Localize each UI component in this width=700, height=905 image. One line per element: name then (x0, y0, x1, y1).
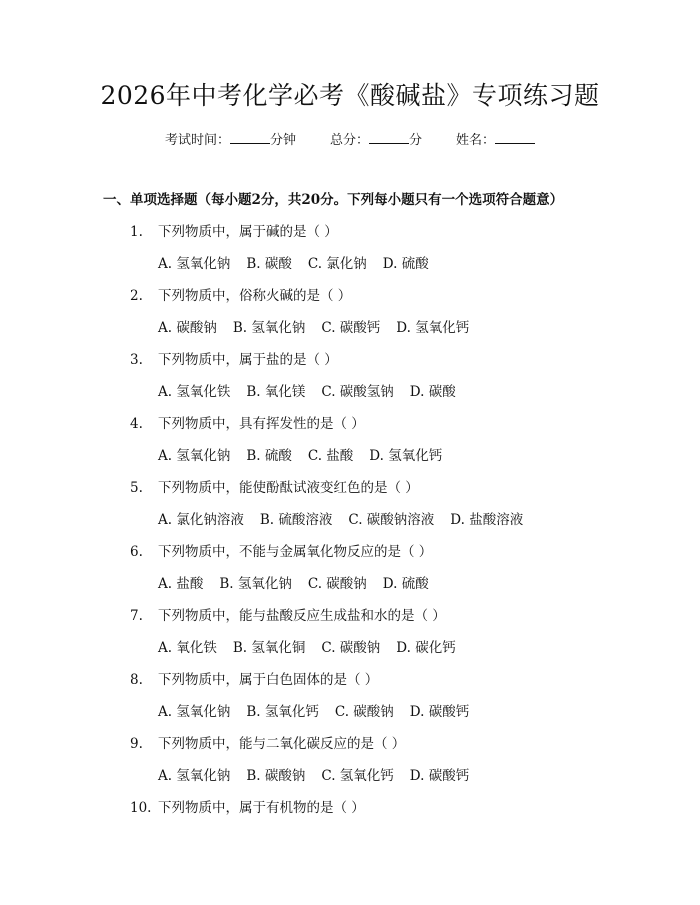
question-number: 5. (130, 480, 143, 496)
option-a: A. 氯化钠溶液 (158, 512, 244, 528)
options-3 (158, 382, 456, 402)
question-8 (130, 670, 378, 690)
question-number: 6. (130, 544, 143, 560)
question-number: 2. (130, 288, 143, 304)
option-c: C. 盐酸 (307, 448, 354, 464)
time-unit: 分钟 (269, 133, 296, 148)
options-8 (158, 702, 469, 722)
time-label: 考试时间： (164, 133, 230, 148)
option-c: C. 氢氧化钙 (321, 768, 394, 784)
option-d: D. 氢氧化钙 (396, 320, 470, 336)
score-label: 总分： (329, 133, 369, 148)
question-text: 下列物质中，俗称火碱的是（ ） (158, 288, 352, 304)
question-4 (130, 414, 365, 434)
option-c: C. 碳酸钙 (321, 320, 381, 336)
option-d: D. 碳酸钙 (409, 768, 470, 784)
option-d: D. 碳化钙 (396, 640, 456, 656)
option-a: A. 氢氧化铁 (158, 384, 231, 400)
option-a: A. 氢氧化钠 (158, 256, 231, 272)
question-text: 下列物质中，属于白色固体的是（ ） (158, 672, 379, 688)
option-c: C. 碳酸钠 (307, 576, 367, 592)
options-9 (158, 766, 469, 786)
option-d: D. 碳酸 (409, 384, 456, 400)
option-b: B. 硫酸 (246, 448, 292, 464)
option-c: C. 碳酸钠 (321, 640, 381, 656)
options-6 (158, 574, 429, 594)
option-a: A. 氢氧化钠 (158, 448, 231, 464)
question-5 (130, 478, 419, 498)
question-2 (130, 286, 351, 306)
name-label: 姓名： (456, 133, 496, 148)
option-b: B. 氢氧化铜 (232, 640, 306, 656)
question-number: 9. (130, 736, 143, 752)
question-number: 3. (130, 352, 143, 368)
option-a: A. 氢氧化钠 (158, 704, 231, 720)
option-d: D. 盐酸溶液 (450, 512, 524, 528)
option-d: D. 硫酸 (382, 256, 429, 272)
question-number: 7. (130, 608, 143, 624)
options-1 (158, 254, 429, 274)
question-3 (130, 350, 338, 370)
time-blank (230, 130, 270, 144)
question-6 (130, 542, 432, 562)
question-text: 下列物质中，属于有机物的是（ ） (158, 800, 365, 816)
question-9 (130, 734, 405, 754)
question-text: 下列物质中，能使酚酞试液变红色的是（ ） (158, 480, 419, 496)
exam-info-line (0, 130, 700, 151)
question-number: 8. (130, 672, 143, 688)
question-number: 10. (130, 800, 152, 816)
option-d: D. 硫酸 (382, 576, 429, 592)
question-7 (130, 606, 446, 626)
options-2 (158, 318, 469, 338)
option-a: A. 碳酸钠 (158, 320, 217, 336)
options-4 (158, 446, 442, 466)
question-number: 4. (130, 416, 143, 432)
option-b: B. 碳酸 (246, 256, 292, 272)
score-blank (369, 130, 409, 144)
option-d: D. 氢氧化钙 (369, 448, 443, 464)
option-c: C. 氯化钠 (307, 256, 367, 272)
option-c: C. 碳酸氢钠 (321, 384, 394, 400)
question-text: 下列物质中，能与二氧化碳反应的是（ ） (158, 736, 406, 752)
question-text: 下列物质中，具有挥发性的是（ ） (158, 416, 365, 432)
question-10 (130, 798, 365, 818)
question-text: 下列物质中，属于盐的是（ ） (158, 352, 338, 368)
option-a: A. 盐酸 (158, 576, 204, 592)
options-5 (158, 510, 523, 530)
question-text: 下列物质中，能与盐酸反应生成盐和水的是（ ） (158, 608, 446, 624)
option-d: D. 碳酸钙 (409, 704, 470, 720)
options-7 (158, 638, 456, 658)
option-a: A. 氧化铁 (158, 640, 217, 656)
option-b: B. 氢氧化钙 (246, 704, 319, 720)
section-heading: 一、单项选择题（每小题2分，共20分。下列每小题只有一个选项符合题意） (103, 192, 564, 208)
question-text: 下列物质中，不能与金属氧化物反应的是（ ） (158, 544, 433, 560)
question-number: 1. (130, 224, 143, 240)
name-blank (495, 130, 535, 144)
question-1 (130, 222, 338, 242)
page-title: 2026年中考化学必考《酸碱盐》专项练习题 (100, 81, 600, 110)
option-b: B. 氢氧化钠 (219, 576, 292, 592)
option-a: A. 氢氧化钠 (158, 768, 231, 784)
question-text: 下列物质中，属于碱的是（ ） (158, 224, 338, 240)
option-b: B. 氧化镁 (246, 384, 306, 400)
option-c: C. 碳酸钠溶液 (348, 512, 435, 528)
option-b: B. 氢氧化钠 (232, 320, 306, 336)
option-b: B. 碳酸钠 (246, 768, 306, 784)
option-c: C. 碳酸钠 (334, 704, 394, 720)
option-b: B. 硫酸溶液 (259, 512, 333, 528)
score-unit: 分 (409, 133, 423, 148)
